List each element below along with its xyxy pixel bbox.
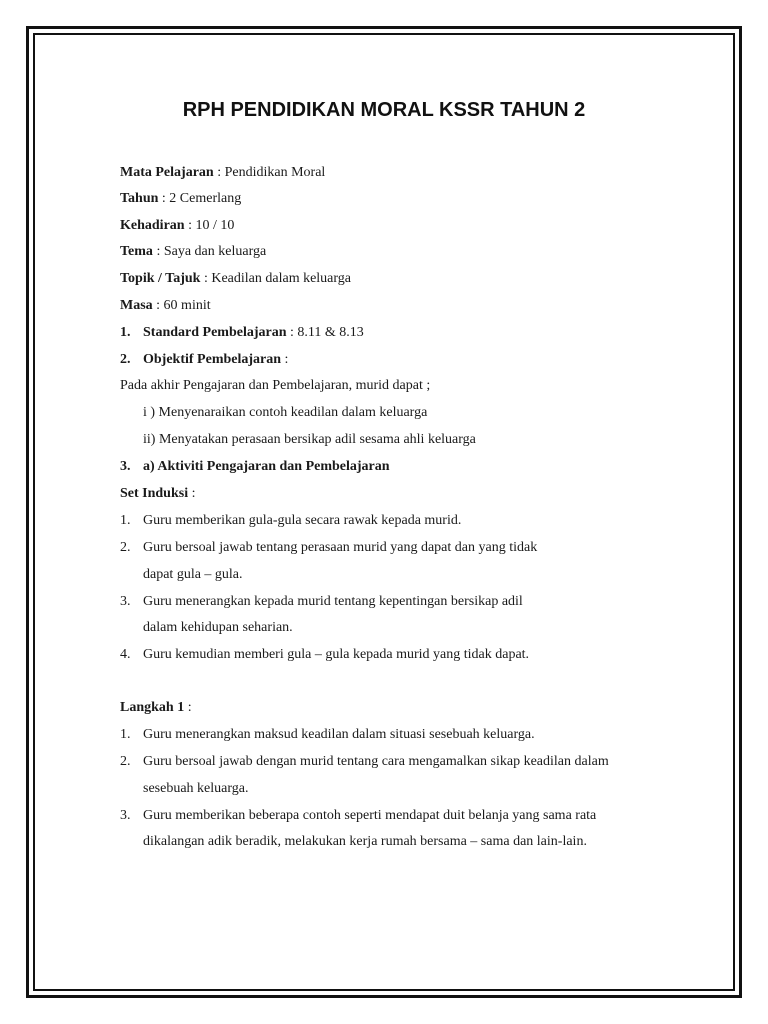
learning-standard-row — [120, 324, 364, 342]
list-number: 2. — [120, 754, 131, 769]
theme-value: : Saya dan keluarga — [152, 244, 267, 259]
list-item — [120, 512, 461, 530]
list-text: Guru bersoal jawab tentang perasaan murid yang dapat dan yang tidak — [143, 540, 538, 555]
list-text-continued: dalam kehidupan seharian. — [143, 620, 293, 635]
theme-label: Tema — [120, 244, 153, 259]
duration-label: Masa — [120, 298, 153, 313]
objective-intro: Pada akhir Pengajaran dan Pembelajaran, murid dapat ; — [120, 378, 431, 393]
section-number: 2. — [120, 352, 131, 367]
objective-item: i ) Menyenaraikan contoh keadilan dalam keluarga — [143, 405, 428, 420]
list-text: Guru memberikan beberapa contoh seperti mendapat duit belanja yang sama rata — [143, 808, 597, 823]
objective-item: ii) Menyatakan perasaan bersikap adil sesama ahli keluarga — [143, 432, 476, 447]
attendance-row — [120, 217, 234, 235]
learning-objective-row — [120, 351, 288, 369]
attendance-value: : 10 / 10 — [184, 218, 235, 233]
section-number: 3. — [120, 459, 131, 474]
subject-label: Mata Pelajaran — [120, 165, 214, 180]
year-label: Tahun — [120, 191, 159, 206]
attendance-label: Kehadiran — [120, 218, 185, 233]
year-row — [120, 190, 241, 208]
step1-colon: : — [184, 700, 192, 715]
list-number: 2. — [120, 540, 131, 555]
subject-value: : Pendidikan Moral — [213, 165, 326, 180]
set-induction-colon: : — [188, 486, 196, 501]
list-number: 1. — [120, 513, 131, 528]
step1-label: Langkah 1 — [120, 700, 185, 715]
activities-heading — [120, 458, 390, 476]
list-number: 3. — [120, 594, 131, 609]
list-number: 1. — [120, 727, 131, 742]
list-item — [120, 539, 537, 557]
subject-row — [120, 164, 325, 182]
list-text-continued: sesebuah keluarga. — [143, 781, 249, 796]
list-text: Guru memberikan gula-gula secara rawak kepada murid. — [143, 513, 462, 528]
list-text-continued: dapat gula – gula. — [143, 567, 243, 582]
topic-value: : Keadilan dalam keluarga — [200, 271, 352, 286]
list-text-continued: dikalangan adik beradik, melakukan kerja rumah bersama – sama dan lain-lain. — [143, 834, 587, 849]
topic-label: Topik / Tajuk — [120, 271, 201, 286]
topic-row — [120, 270, 351, 288]
list-number: 4. — [120, 647, 131, 662]
list-text: Guru kemudian memberi gula – gula kepada murid yang tidak dapat. — [143, 647, 530, 662]
list-text: Guru bersoal jawab dengan murid tentang cara mengamalkan sikap keadilan dalam — [143, 754, 609, 769]
list-item — [120, 726, 535, 744]
list-text: Guru menerangkan kepada murid tentang kepentingan bersikap adil — [143, 594, 523, 609]
set-induction-heading — [120, 485, 195, 503]
list-text: Guru menerangkan maksud keadilan dalam situasi sesebuah keluarga. — [143, 727, 535, 742]
theme-row — [120, 243, 266, 261]
duration-value: : 60 minit — [152, 298, 211, 313]
duration-row — [120, 297, 211, 315]
list-item — [120, 646, 529, 664]
year-value: : 2 Cemerlang — [158, 191, 242, 206]
section-number: 1. — [120, 325, 131, 340]
document-title: RPH PENDIDIKAN MORAL KSSR TAHUN 2 — [182, 99, 586, 121]
step1-heading — [120, 699, 192, 717]
list-item — [120, 593, 523, 611]
activities-label: a) Aktiviti Pengajaran dan Pembelajaran — [143, 459, 390, 474]
learning-standard-label: Standard Pembelajaran — [143, 325, 287, 340]
list-number: 3. — [120, 808, 131, 823]
learning-objective-colon: : — [281, 352, 289, 367]
learning-standard-value: : 8.11 & 8.13 — [286, 325, 364, 340]
set-induction-label: Set Induksi — [120, 486, 189, 501]
list-item — [120, 807, 596, 825]
list-item — [120, 753, 609, 771]
learning-objective-label: Objektif Pembelajaran — [143, 352, 282, 367]
